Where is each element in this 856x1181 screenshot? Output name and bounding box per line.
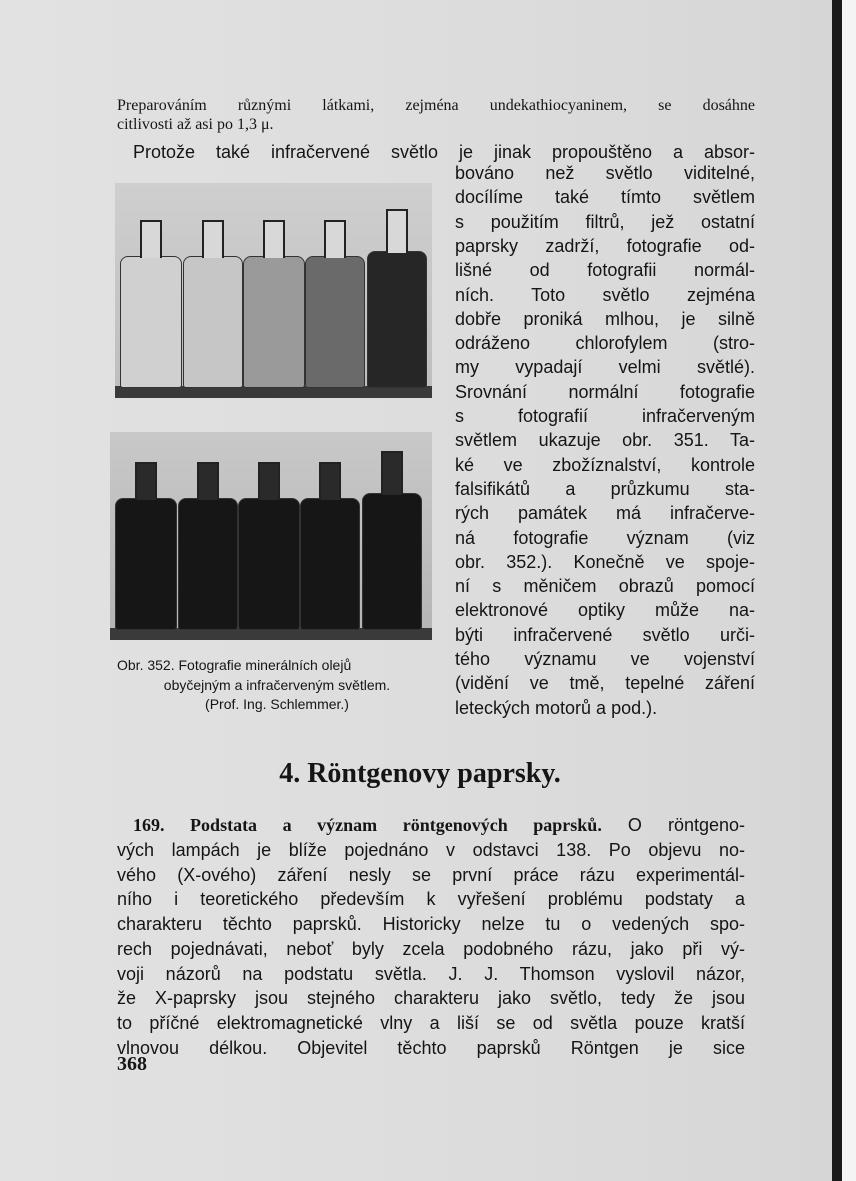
- paragraph-line: falsifikátů a průzkumu sta-: [455, 478, 755, 499]
- intro-line: Preparováním různými látkami, zejména undekathiocyaninem, se dosáhne: [117, 97, 755, 114]
- paragraph-line: že X-paprsky jsou stejného charakteru jako světlo, tedy že jsou: [117, 988, 745, 1009]
- bottle-neck: [386, 209, 408, 253]
- bottle-neck: [197, 462, 219, 500]
- paragraph-line: s použitím filtrů, jež ostatní: [455, 211, 755, 232]
- paragraph-line: rech pojednávati, neboť byly zcela podobného rázu, jako při vý-: [117, 938, 745, 959]
- bottle: [362, 493, 422, 630]
- bottle: [178, 498, 238, 630]
- paragraph-line: býti infračervené světlo urči-: [455, 624, 755, 645]
- photo-ordinary-light: [115, 183, 432, 398]
- paragraph-line: tého významu ve vojenství: [455, 649, 755, 669]
- paragraph-line: lišné od fotografii normál-: [455, 260, 755, 281]
- bottle: [300, 498, 360, 630]
- section-text: O röntgeno-: [601, 815, 745, 835]
- bottle-neck: [140, 220, 162, 258]
- paragraph-line: s fotografií infračerveným: [455, 406, 755, 426]
- paragraph-line: to příčné elektromagnetické vlny a liší se od světla pouze kratší: [117, 1012, 745, 1033]
- paragraph-line: odráženo chlorofylem (stro-: [455, 333, 755, 354]
- paragraph-line: bováno než světlo viditelné,: [455, 163, 755, 183]
- section-title: 169. Podstata a význam röntgenových paprsků.: [133, 815, 602, 835]
- paragraph-line: ná fotografie význam (viz: [455, 527, 755, 548]
- paragraph-line: (vidění ve tmě, tepelné záření: [455, 673, 755, 694]
- paragraph-line: elektronové optiky může na-: [455, 600, 755, 621]
- bottle: [305, 256, 365, 388]
- chapter-heading: 4. Röntgenovy paprsky.: [279, 758, 561, 789]
- paragraph-line: my vypadají velmi světlé).: [455, 357, 755, 378]
- paragraph-line: vého (X-ového) záření nesly se první práce rázu experimentál-: [117, 864, 745, 885]
- paragraph-line: vlnovou délkou. Objevitel těchto paprsků Röntgen je sice: [117, 1037, 745, 1058]
- photo-infrared-light: [110, 432, 432, 640]
- bottle: [367, 251, 427, 388]
- paragraph-line: vých lampách je blíže pojednáno v odstavci 138. Po objevu no-: [117, 840, 745, 860]
- paragraph-line: rých památek má infračerve-: [455, 503, 755, 524]
- paragraph-line: obr. 352.). Konečně ve spoje-: [455, 551, 755, 572]
- paragraph-line: světlem ukazuje obr. 351. Ta-: [455, 430, 755, 451]
- paragraph-line: ních. Toto světlo zejména: [455, 284, 755, 305]
- bottle-neck: [381, 451, 403, 495]
- bottle-neck: [263, 220, 285, 258]
- paragraph-line: ního i teoretického především k vyřešení problému podstaty a: [117, 889, 745, 910]
- page-number: 368: [117, 1053, 147, 1075]
- intro-line: citlivosti až asi po 1,3 μ.: [117, 116, 274, 133]
- bottle-neck: [319, 462, 341, 500]
- paragraph-line: Srovnání normální fotografie: [455, 381, 755, 402]
- figure-caption-line: (Prof. Ing. Schlemmer.): [205, 696, 349, 712]
- paragraph-line: ké ve zbožíznalství, kontrole: [455, 454, 755, 475]
- paragraph-line: paprsky zadrží, fotografie od-: [455, 235, 755, 256]
- bottle-neck: [202, 220, 224, 258]
- bottle-neck: [324, 220, 346, 258]
- page-edge-shadow: [832, 0, 842, 1181]
- bottle: [183, 256, 243, 388]
- bottle: [238, 498, 300, 630]
- paragraph-line: ní s měničem obrazů pomocí: [455, 576, 755, 597]
- scan-margin: [842, 0, 856, 1181]
- section-first-line: [133, 815, 745, 841]
- figure-caption-line: Obr. 352. Fotografie minerálních olejů: [117, 657, 352, 673]
- paragraph-line: charakteru těchto paprsků. Historicky nelze tu o vedených spo-: [117, 914, 745, 935]
- bottle-neck: [135, 462, 157, 500]
- paragraph-line: docílíme také tímto světlem: [455, 187, 755, 208]
- paragraph-line: voji názorů na podstatu světla. J. J. Thomson vyslovil názor,: [117, 963, 745, 984]
- bottle: [115, 498, 177, 630]
- figure-caption-line: obyčejným a infračerveným světlem.: [163, 676, 391, 693]
- bottle: [243, 256, 305, 388]
- bottle-neck: [258, 462, 280, 500]
- bottle: [120, 256, 182, 388]
- paragraph-line: Protože také infračervené světlo je jinak propouštěno a absor-: [133, 142, 755, 162]
- paragraph-line: leteckých motorů a pod.).: [455, 697, 658, 718]
- paragraph-line: dobře proniká mlhou, je silně: [455, 308, 755, 329]
